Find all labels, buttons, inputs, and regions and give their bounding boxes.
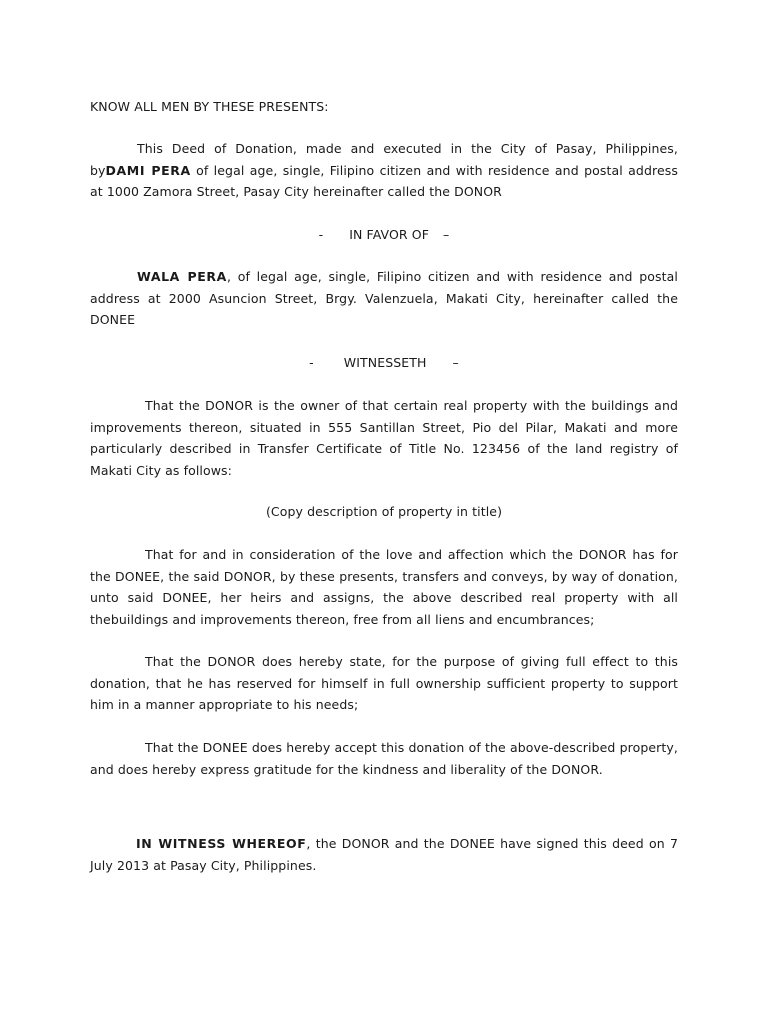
witness-whereof-lead: IN WITNESS WHEREOF [136,836,307,851]
dash-right: – [452,355,459,370]
heading [90,96,678,118]
paragraph-acceptance-text: That the DONEE does hereby accept this donation of the above-described property, and does hereby express gratitude for the kindness and liberality of the DONOR. [90,740,678,777]
dash-left: - [309,355,314,370]
paragraph-property [90,395,678,481]
witnesseth-label: WITNESSETH [343,355,427,370]
paragraph-donor-intro: This Deed of Donation, made and executed in the City of Pasay, Philippines, by [90,141,678,178]
paragraph-consideration-text: That for and in consideration of the love and affection which the DONOR has for the DONEE, the said DONOR, by these presents, transfers and conveys, by way of donation, unto said DONEE, her heirs and assigns, the above described real property with all thebuildings and improvements thereon, free from all liens and encumbrances; [90,547,678,627]
witnesseth-heading [90,352,678,374]
property-description-text: (Copy description of property in title) [265,504,503,519]
paragraph-reservation-text: That the DONOR does hereby state, for the purpose of giving full effect to this donation, that he has reserved for himself in full ownership sufficient property to support him in a manner appropriate to his needs; [90,654,678,712]
donor-name: DAMI PERA [105,162,191,178]
paragraph-donor-rest: of legal age, single, Filipino citizen and with residence and postal address at 1000 Zamora Street, Pasay City hereinafter called the DONOR [90,162,678,199]
paragraph-property-text: That the DONOR is the owner of that certain real property with the buildings and improvements thereon, situated in 555 Santillan Street, Pio del Pilar, Makati and more particularly described in Transfer Certificate of Title No. 123456 of the land registry of Makati City as follows: [90,398,678,478]
property-description-note [90,501,678,523]
paragraph-donee-rest: , of legal age, single, Filipino citizen and with residence and postal address at 2000 Asuncion Street, Brgy. Valenzuela, Makati City, hereinafter called the DONEE [90,269,678,327]
in-favor-of-heading [90,224,678,246]
donee-name: WALA PERA [137,269,227,284]
paragraph-acceptance [90,737,678,780]
paragraph-witness-whereof-rest: , the DONOR and the DONEE have signed this deed on 7 July 2013 at Pasay City, Philippines. [90,836,678,873]
paragraph-donee [90,266,678,331]
paragraph-witness-whereof [90,833,678,876]
paragraph-donor [90,138,678,203]
paragraph-reservation [90,651,678,716]
heading-text: KNOW ALL MEN BY THESE PRESENTS: [90,99,329,114]
in-favor-of-label: IN FAVOR OF [349,227,430,242]
paragraph-consideration [90,544,678,630]
dash-left: - [318,227,324,242]
dash-right: – [443,227,450,242]
